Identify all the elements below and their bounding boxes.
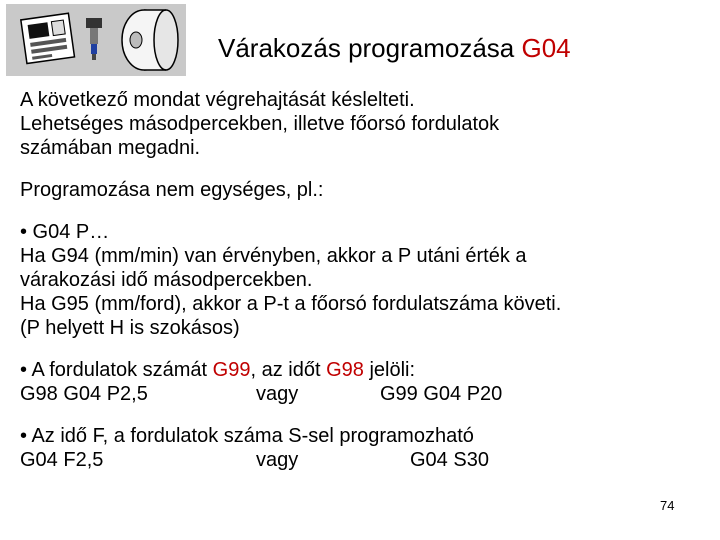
title-text: Várakozás programozása (218, 33, 522, 63)
title-code: G04 (521, 33, 571, 63)
bullet-f-s: • Az idő F, a fordulatok száma S-sel programozható (20, 425, 474, 447)
programming-line: Programozása nem egységes, pl.: (20, 179, 324, 201)
example-left: G98 G04 P2,5 (20, 383, 148, 405)
or-label: vagy (256, 383, 299, 405)
slide-header (0, 0, 720, 90)
bullet-text: , az időt (250, 359, 327, 381)
bullet-text: • A fordulatok számát (20, 359, 213, 381)
intro-line: számában megadni. (20, 137, 201, 159)
cnc-machine-logo-icon (6, 4, 186, 76)
bullet-line: (P helyett H is szokásos) (20, 317, 240, 339)
intro-line: A következő mondat végrehajtását késlelteti. (20, 89, 415, 111)
bullet-line: Ha G95 (mm/ford), akkor a P-t a főorsó fordulatszáma követi. (20, 293, 562, 315)
bullet-g04-p (20, 220, 710, 244)
intro-line: Lehetséges másodpercekben, illetve főorsó fordulatok (20, 113, 500, 135)
example-right: G99 G04 P20 (380, 383, 503, 405)
bullet-text: jelöli: (363, 359, 416, 381)
page-number: 74 (660, 498, 675, 513)
bullet-line: várakozási idő másodpercekben. (20, 269, 313, 291)
bullet-revolutions (20, 358, 710, 382)
example-row (20, 382, 710, 406)
slide-body (20, 88, 710, 472)
code-g98: G98 (326, 359, 364, 381)
page-title (218, 32, 571, 64)
or-label: vagy (256, 449, 299, 471)
example-row (20, 448, 710, 472)
example-right: G04 S30 (410, 449, 489, 471)
bullet-text: • G04 P… (20, 221, 110, 243)
example-left: G04 F2,5 (20, 449, 104, 471)
code-g99: G99 (212, 359, 251, 381)
bullet-line: Ha G94 (mm/min) van érvényben, akkor a P utáni érték a (20, 245, 527, 267)
